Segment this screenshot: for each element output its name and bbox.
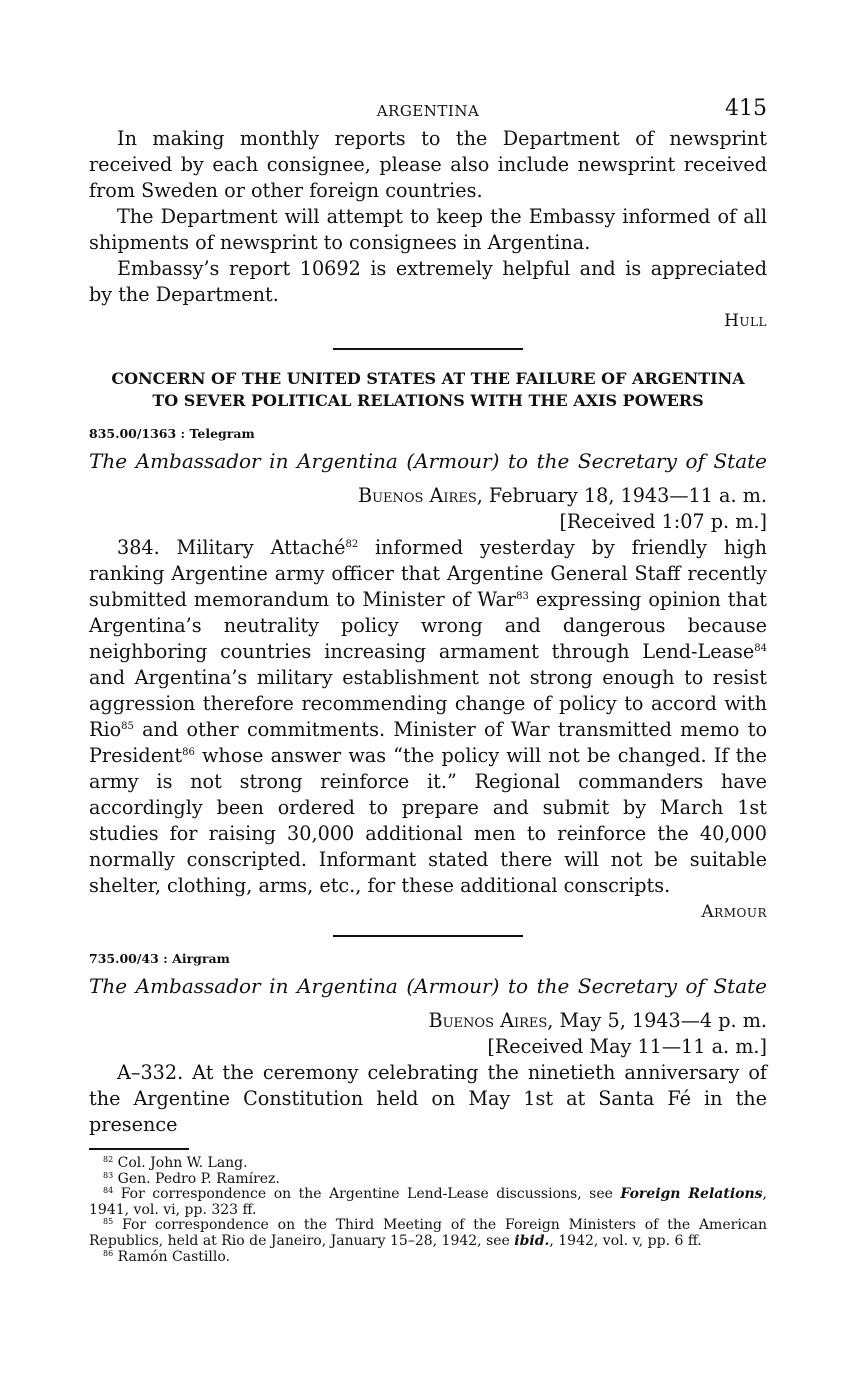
dateline-date: May 5, 1943—4 p. m.: [553, 1009, 767, 1032]
footnote-citation: ibid.: [514, 1232, 550, 1249]
received-line: [Received May 11—11 a. m.]: [487, 1035, 767, 1058]
dateline: [89, 1008, 767, 1034]
document-title: The Ambassador in Argentina (Armour) to the Secretary of State: [89, 449, 767, 473]
paragraph: In making monthly reports to the Department of newsprint received by each consignee, please also include newsprint received from Sweden or other foreign countries.: [89, 127, 767, 202]
file-number: 835.00/1363 : Telegram: [89, 426, 255, 441]
paragraph: The Department will attempt to keep the Embassy informed of all shipments of newsprint to consignees in Argentina.: [89, 205, 767, 254]
document-page: [89, 96, 767, 1265]
footnote-number: 82: [103, 1155, 114, 1164]
footnote-text: For correspondence on the Third Meeting of the Foreign Ministers of the American Republics, held at Rio de Janeiro, January 15–28, 1942, see: [89, 1217, 767, 1249]
footnote-citation: Foreign Relations: [620, 1186, 763, 1203]
file-number: 735.00/43 : Airgram: [89, 951, 230, 966]
section-divider: [333, 348, 523, 350]
signature-armour: Armour: [701, 902, 767, 922]
received-line: [Received 1:07 p. m.]: [559, 510, 767, 533]
paragraph: Embassy’s report 10692 is extremely helpful and is appreciated by the Department.: [89, 257, 767, 306]
heading-line: TO SEVER POLITICAL RELATIONS WITH THE AXIS POWERS: [152, 391, 704, 410]
airgram-body: A–332. At the ceremony celebrating the ninetieth anniversary of the Argentine Constitution held on May 1st at Santa Fé in the presence: [89, 1061, 767, 1136]
footnote: [89, 1156, 767, 1172]
footnote-ref: 84: [754, 643, 767, 654]
running-header: [89, 96, 767, 126]
footnote-ref: 82: [345, 539, 359, 550]
page-number: 415: [725, 96, 767, 121]
signature-hull: Hull: [724, 311, 767, 331]
footnote: [89, 1218, 767, 1249]
footnote-text: , 1942, vol. v, pp. 6 ff.: [549, 1232, 702, 1249]
footnote-ref: 86: [182, 747, 195, 758]
footnote-number: 85: [103, 1217, 114, 1227]
footnote-text: , 1941, vol. vi, pp. 323 ff.: [89, 1186, 767, 1218]
body-text: expressing opinion that Argentina’s neutrality policy wrong and dangerous because neighboring countries increasing armament through Lend-Lease: [89, 588, 767, 663]
footnote-number: 86: [103, 1248, 114, 1258]
footnote-text: Ramón Castillo.: [113, 1248, 230, 1265]
footnote: [89, 1187, 767, 1218]
footnote-rule: [89, 1148, 189, 1150]
footnote-text: Col. John W. Lang.: [113, 1155, 248, 1171]
footnote: [89, 1250, 767, 1266]
footnote-ref: 85: [121, 721, 134, 732]
body-text: 384. Military Attaché: [117, 536, 346, 559]
document-title: The Ambassador in Argentina (Armour) to the Secretary of State: [89, 974, 767, 998]
footnote-ref: 83: [516, 591, 529, 602]
telegram-body: [89, 535, 767, 899]
section-divider: [333, 935, 523, 937]
footnote-text: Gen. Pedro P. Ramírez.: [113, 1170, 280, 1187]
body-text: and other commitments. Minister of War transmitted memo to President: [89, 718, 767, 767]
dateline-place: Buenos Aires,: [357, 484, 483, 507]
footnote-number: 84: [103, 1186, 114, 1196]
heading-line: CONCERN OF THE UNITED STATES AT THE FAILURE OF ARGENTINA: [111, 369, 745, 388]
footnote-number: 83: [103, 1170, 114, 1180]
dateline: [89, 483, 767, 509]
body-text: and Argentina’s military establishment not strong enough to resist aggression therefore recommending change of policy to accord with Rio: [89, 666, 767, 741]
footnote: [89, 1172, 767, 1188]
body-text: whose answer was “the policy will not be changed. If the army is not strong reinforce it.” Regional commanders have accordingly been ordered to prepare and submit by March 1st studies for raising 30,000 additional men to reinforce the 40,000 normally conscripted. Informant stated there will not be suitable shelter, clothing, arms, etc., for these additional conscripts.: [89, 744, 767, 897]
section-heading: [89, 368, 767, 412]
running-title: ARGENTINA: [376, 102, 480, 120]
footnotes: [89, 1156, 767, 1265]
dateline-place: Buenos Aires,: [428, 1009, 554, 1032]
hull-telegram-end: [89, 126, 767, 332]
body-text: informed yesterday by friendly high ranking Argentine army officer that Argentine General Staff recently submitted memorandum to Minister of War: [89, 536, 767, 611]
footnote-text: For correspondence on the Argentine Lend-Lease discussions, see: [113, 1186, 621, 1203]
dateline-date: February 18, 1943—11 a. m.: [482, 484, 767, 507]
